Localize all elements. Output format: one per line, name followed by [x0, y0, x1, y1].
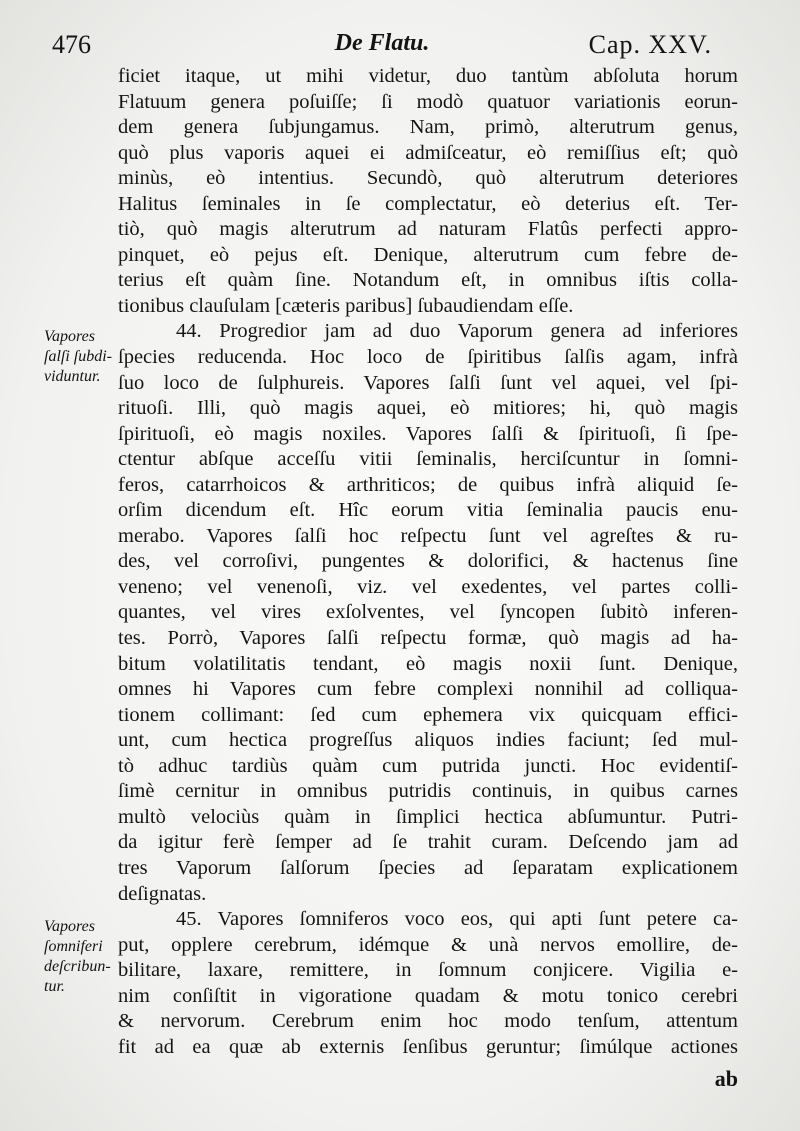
text-line: ſimè cernitur in omnibus putridis continuis, in quibus carnes — [118, 780, 738, 803]
text-line: Flatuum genera poſuiſſe; ſi modò quatuor variationis eorun- — [118, 90, 738, 113]
page-number: 476 — [52, 30, 91, 59]
text-line: ficiet itaque, ut mihi videtur, duo tantùm abſoluta horum — [118, 65, 738, 87]
catchword: ab — [714, 1066, 738, 1091]
text-line: unt, cum hectica progreſſus aliquos indies faciunt; ſed mul- — [118, 729, 738, 752]
sidenote-vapores-salsi — [44, 327, 112, 387]
text-line: minùs, eò intentius. Secundò, quò alterutrum deteriores — [118, 167, 738, 190]
chapter-label: Cap. XXV. — [588, 30, 712, 59]
sidenote-line: ſomniferi — [44, 938, 103, 955]
text-line: deſignatas. — [118, 882, 207, 905]
text-line: Halitus ſeminales in ſe complectatur, eò deterius eſt. Ter- — [118, 192, 738, 215]
text-line: orſim dicendum eſt. Hîc eorum vitia ſeminalia paucis enu- — [118, 499, 738, 522]
text-line: tò adhuc tardiùs quàm cum putrida juncti. Hoc evidentiſ- — [118, 754, 738, 777]
text-line: omnes hi Vapores cum febre complexi nonnihil ad colliqua- — [118, 678, 738, 701]
text-line: ſpirituoſi, eò magis noxiles. Vapores ſalſi & ſpirituoſi, ſi ſpe- — [118, 422, 738, 445]
paragraph-44-start: 44. Progredior jam ad duo Vaporum genera ad inferiores — [176, 320, 738, 343]
text-line: tes. Porrò, Vapores ſalſi reſpectu formæ, quò magis ad ha- — [118, 627, 738, 650]
text-line: pinquet, eò pejus eſt. Denique, alterutrum cum febre de- — [118, 243, 738, 266]
text-line: merabo. Vapores ſalſi hoc reſpectu ſunt vel agreſtes & ru- — [118, 524, 738, 547]
text-line: & nervorum. Cerebrum enim hoc modo tenſum, attentum — [118, 1010, 738, 1033]
text-line: veneno; vel venenoſi, viz. vel exedentes, vel partes colli- — [118, 575, 738, 598]
text-line: tres Vaporum ſalſorum ſpecies ad ſeparatam explicationem — [118, 856, 738, 879]
text-line: multò velociùs quàm in ſimplici hectica abſumuntur. Putri- — [118, 805, 738, 828]
text-line: nim conſiſtit in vigoratione quadam & motu tonico cerebri — [118, 984, 738, 1007]
text-line: dem genera ſubjungamus. Nam, primò, alterutrum genus, — [118, 116, 738, 139]
text-line: tiò, quò magis alterutrum ad naturam Flatûs perfecti appro- — [118, 218, 738, 241]
sidenote-line: deſcribun- — [44, 958, 111, 975]
text-line: ſuo loco de ſulphureis. Vapores ſalſi ſunt vel aquei, vel ſpi- — [118, 371, 738, 394]
text-line: tionem collimant: ſed cum ephemera vix quicquam effici- — [118, 703, 738, 726]
sidenote-vapores-somniferi — [44, 917, 111, 997]
sidenote-line: tur. — [44, 978, 65, 995]
body-text — [118, 64, 738, 1060]
text-line: fit ad ea quæ ab externis ſenſibus geruntur; ſimúlque actiones — [118, 1035, 738, 1058]
text-line: rituoſi. Illi, quò magis aquei, eò mitiores; hi, quò magis — [118, 397, 738, 420]
text-line: bitum volatilitatis tendant, eò magis noxii ſunt. Denique, — [118, 652, 738, 675]
text-line: quò plus vaporis aquei ei admiſceatur, eò remiſſius eſt; quò — [118, 141, 738, 164]
page-header — [52, 28, 712, 64]
text-line: quantes, vel vires exſolventes, vel ſyncopen ſubitò inferen- — [118, 601, 738, 624]
paragraph-45-start: 45. Vapores ſomniferos voco eos, qui apti ſunt petere ca- — [176, 908, 738, 931]
text-line: put, opplere cerebrum, idémque & unà nervos emollire, de- — [118, 933, 738, 956]
sidenote-line: Vapores — [44, 328, 95, 345]
text-line: des, vel corroſivi, pungentes & dolorifici, & hactenus ſine — [118, 550, 738, 573]
running-title: De Flatu. — [334, 30, 430, 56]
text-line: bilitare, laxare, remittere, in ſomnum conjicere. Vigilia e- — [118, 959, 738, 982]
sidenote-line: Vapores — [44, 918, 95, 935]
text-line: ctentur abſque acceſſu vitii ſeminalis, herciſcuntur in ſomni- — [118, 448, 738, 471]
text-line: ſpecies reducenda. Hoc loco de ſpiritibus ſalſis agam, infrà — [118, 346, 738, 369]
text-line: feros, catarrhoicos & arthriticos; de quibus infrà aliquid ſe- — [118, 473, 738, 496]
text-line: terius eſt quàm ſine. Notandum eſt, in omnibus iſtis colla- — [118, 269, 738, 292]
sidenote-line: ſalſi ſubdi- — [44, 348, 112, 365]
text-line: tionibus clauſulam [cæteris paribus] ſubaudiendam eſſe. — [118, 294, 574, 317]
sidenote-line: viduntur. — [44, 368, 101, 385]
text-line: da igitur ferè ſemper ad ſe trahit curam. Deſcendo jam ad — [118, 831, 738, 854]
